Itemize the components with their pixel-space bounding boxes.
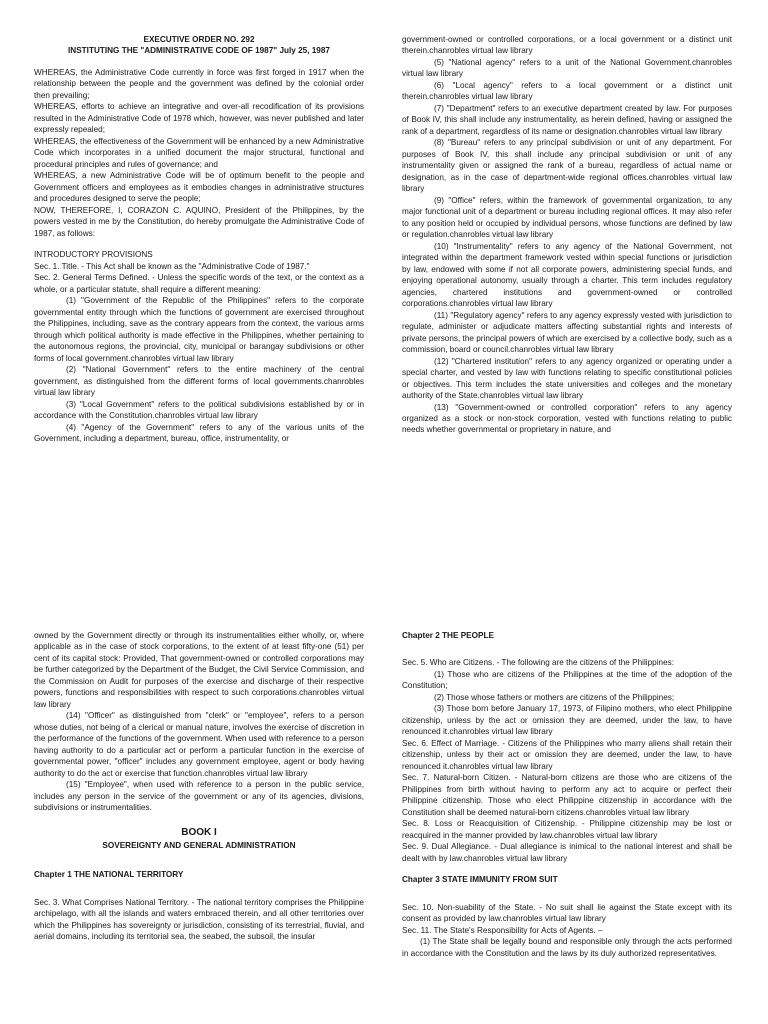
page-2-left-column <box>34 630 364 1024</box>
citizen-clause-1: (1) Those who are citizens of the Philippines at the time of the adoption of the Constitution; <box>402 669 732 691</box>
document-title: EXECUTIVE ORDER NO. 292 <box>143 35 255 44</box>
definition-6: (6) "Local agency" refers to a local government or a distinct unit therein.chanrobles virtual law library <box>402 80 732 102</box>
definition-15: (15) "Employee", when used with reference to a person in the public service, includes any person in the service of the government or any of its agencies, divisions, subdivisions or instrumentalities. <box>34 780 364 813</box>
book-title: SOVEREIGNTY AND GENERAL ADMINISTRATION <box>102 840 296 850</box>
whereas-clause-4: WHEREAS, a new Administrative Code will be of optimum benefit to the people and Government officers and employees as it embodies changes in administrative structures and procedures designed to serve the people; <box>34 171 364 204</box>
definition-3: (3) "Local Government" refers to the political subdivisions established by or in accordance with the Constitution.chanrobles virtual law library <box>34 399 364 421</box>
definition-11: (11) "Regulatory agency" refers to any agency expressly vested with jurisdiction to regulate, administer or adjudicate matters affecting substantial rights and interests of private persons, the principal powers of which are exercised by a collective body, such as a commission, board or council.chanrobles virtual law library <box>402 310 732 355</box>
citizen-clause-3: (3) Those born before January 17, 1973, of Filipino mothers, who elect Philippine citizenship, unless by the act or omission they are deemed, under the law, to have renounced it.chanrobles virtual law library <box>402 704 732 737</box>
now-therefore-clause: NOW, THEREFORE, I, CORAZON C. AQUINO, President of the Philippines, by the powers vested in me by the Constitution, do hereby promulgate the Administrative Code of 1987, as follows: <box>34 205 364 238</box>
section-7: Sec. 7. Natural-born Citizen. - Natural-born citizens are those who are citizens of the Philippines from birth without having to perform any act to acquire or perfect their Philippine citizenship. Those who elect Philippine citizenship in accordance with the Constitution shall be deemed natural-born citizens.chanrobles virtual law library <box>402 773 732 817</box>
whereas-clause-1: WHEREAS, the Administrative Code currently in force was first forged in 1917 when the relationship between the people and the government was defined by the colonial order then prevailing; <box>34 67 364 100</box>
chapter-3-heading: Chapter 3 STATE IMMUNITY FROM SUIT <box>402 875 558 885</box>
introductory-provisions-heading: INTRODUCTORY PROVISIONS <box>34 250 153 260</box>
section-2: Sec. 2. General Terms Defined. - Unless the specific words of the text, or the context as a whole, or a particular statute, shall require a different meaning: <box>34 273 364 294</box>
section-5: Sec. 5. Who are Citizens. - The following are the citizens of the Philippines: <box>402 658 674 668</box>
document-subtitle: INSTITUTING THE "ADMINISTRATIVE CODE OF 1987" July 25, 1987 <box>68 46 330 56</box>
whereas-clause-2: WHEREAS, efforts to achieve an integrative and over-all recodification of its provisions resulted in the Administrative Code of 1978 which, however, was never published and later expressly repealed; <box>34 102 364 135</box>
definition-10: (10) "Instrumentality" refers to any agency of the National Government, not integrated within the department framework vested within special functions or jurisdiction by law, endowed with some if not all corporate powers, administering special funds, and enjoying operational autonomy, usually through a charter. This term includes regulatory agencies, chartered institutions and government-owned or controlled corporations.chanrobles virtual law library <box>402 241 732 309</box>
document-page-2 <box>0 620 768 1024</box>
book-heading: BOOK I <box>181 826 217 838</box>
definition-13: (13) "Government-owned or controlled corporation" refers to any agency organized as a stock or non-stock corporation, vested with functions relating to public needs whether governmental or proprietary in nature, and <box>402 402 732 435</box>
chapter-2-heading: Chapter 2 THE PEOPLE <box>402 631 494 640</box>
section-3: Sec. 3. What Comprises National Territory. - The national territory comprises the Philippine archipelago, with all the islands and waters embraced therein, and all other territories over which the Philippines has sovereignty or jurisdiction, consisting of its terrestrial, fluvial, and aerial domains, including its territorial sea, the seabed, the subsoil, the insular <box>34 897 364 942</box>
page-1-left-column <box>34 34 364 554</box>
definition-7: (7) "Department" refers to an executive department created by law. For purposes of Book IV, this shall include any instrumentality, as herein defined, having or assigned the rank of a department, regardless of its name or designation.chanrobles virtual law library <box>402 103 732 136</box>
definition-5: (5) "National agency" refers to a unit of the National Government.chanrobles virtual law library <box>402 57 732 79</box>
definition-8: (8) "Bureau" refers to any principal subdivision or unit of any department. For purposes of Book IV, this shall include any principal subdivision or unit of any instrumentality given or assigned the rank of a bureau, regardless of actual name or designation, as in the case of department-wide regional offices.chanrobles virtual law library <box>402 138 732 194</box>
section-9: Sec. 9. Dual Allegiance. - Dual allegiance is inimical to the national interest and shall be dealt with by law.chanrobles virtual law library <box>402 842 732 863</box>
definition-13-continued: owned by the Government directly or through its instrumentalities either wholly, or, where applicable as in the case of stock corporations, to the extent of at least fifty-one (51) per cent of its capital stock: Provided, That government-owned or controlled corporations may be further categorized by the Department of the Budget, the Civil Service Commission, and the Commission on Audit for purposes of the exercise and discharge of their respective powers, functions and responsibilities with respect to such corporations.chanrobles virtual law library <box>34 631 364 709</box>
page-1-right-column <box>402 34 732 554</box>
section-6: Sec. 6. Effect of Marriage. - Citizens of the Philippines who marry aliens shall retain their citizenship, unless by their act or omission they are deemed, under the law, to have renounced it.chanrobles virtual law library <box>402 738 732 771</box>
definition-2: (2) "National Government" refers to the entire machinery of the central government, as distinguished from the different forms of local governments.chanrobles virtual law library <box>34 365 364 398</box>
chapter-1-heading: Chapter 1 THE NATIONAL TERRITORY <box>34 870 184 880</box>
section-11: Sec. 11. The State's Responsibility for Acts of Agents. – <box>402 925 603 935</box>
page-2-right-column <box>402 630 732 1024</box>
section-10: Sec. 10. Non-suability of the State. - No suit shall lie against the State except with its consent as provided by law.chanrobles virtual law library <box>402 902 732 924</box>
citizen-clause-2: (2) Those whose fathers or mothers are citizens of the Philippines; <box>434 692 675 702</box>
definition-4-continued: government-owned or controlled corporations, or a local government or a distinct unit therein.chanrobles virtual law library <box>402 35 732 56</box>
section-11-clause-1: (1) The State shall be legally bound and responsible only through the acts performed in accordance with the Constitution and the laws by its duly authorized representatives. <box>402 937 732 958</box>
definition-12: (12) "Chartered institution" refers to any agency organized or operating under a special charter, and vested by law with functions relating to specific constitutional policies or objectives. This term includes the state universities and colleges and the monetary authority of the State.chanrobles virtual law library <box>402 356 732 401</box>
definition-4: (4) "Agency of the Government" refers to any of the various units of the Government, including a department, bureau, office, instrumentality, or <box>34 422 364 443</box>
definition-1: (1) "Government of the Republic of the Philippines" refers to the corporate governmental entity through which the functions of government are exercised throughout the Philippines, including, save as the contrary appears from the context, the various arms through which political authority is made effective in the Philippines, whether pertaining to the autonomous regions, the provincial, city, municipal or barangay subdivisions or other forms of local government.chanrobles virtual law library <box>34 296 364 363</box>
section-8: Sec. 8. Loss or Reacquisition of Citizenship. - Philippine citizenship may be lost or reacquired in the manner provided by law.chanrobles virtual law library <box>402 819 732 840</box>
definition-9: (9) "Office" refers, within the framework of governmental organization, to any major functional unit of a department or bureau including regional offices. It may also refer to any position held or occupied by individual persons, whose functions are defined by law or regulation.chanrobles virtual law library <box>402 195 732 240</box>
section-1: Sec. 1. Title. - This Act shall be known as the "Administrative Code of 1987." <box>34 261 310 271</box>
definition-14: (14) "Officer" as distinguished from "clerk" or "employee", refers to a person whose duties, not being of a clerical or manual nature, involves the exercise of discretion in the performance of the functions of the government. When used with reference to a person having authority to do a particular act or perform a particular function in the exercise of governmental power, "officer" includes any government employee, agent or body having authority to do the act or exercise that function.chanrobles virtual law library <box>34 711 364 778</box>
whereas-clause-3: WHEREAS, the effectiveness of the Government will be enhanced by a new Administrative Code which incorporates in a unified document the major structural, functional and procedural principles and rules of governance; and <box>34 136 364 169</box>
